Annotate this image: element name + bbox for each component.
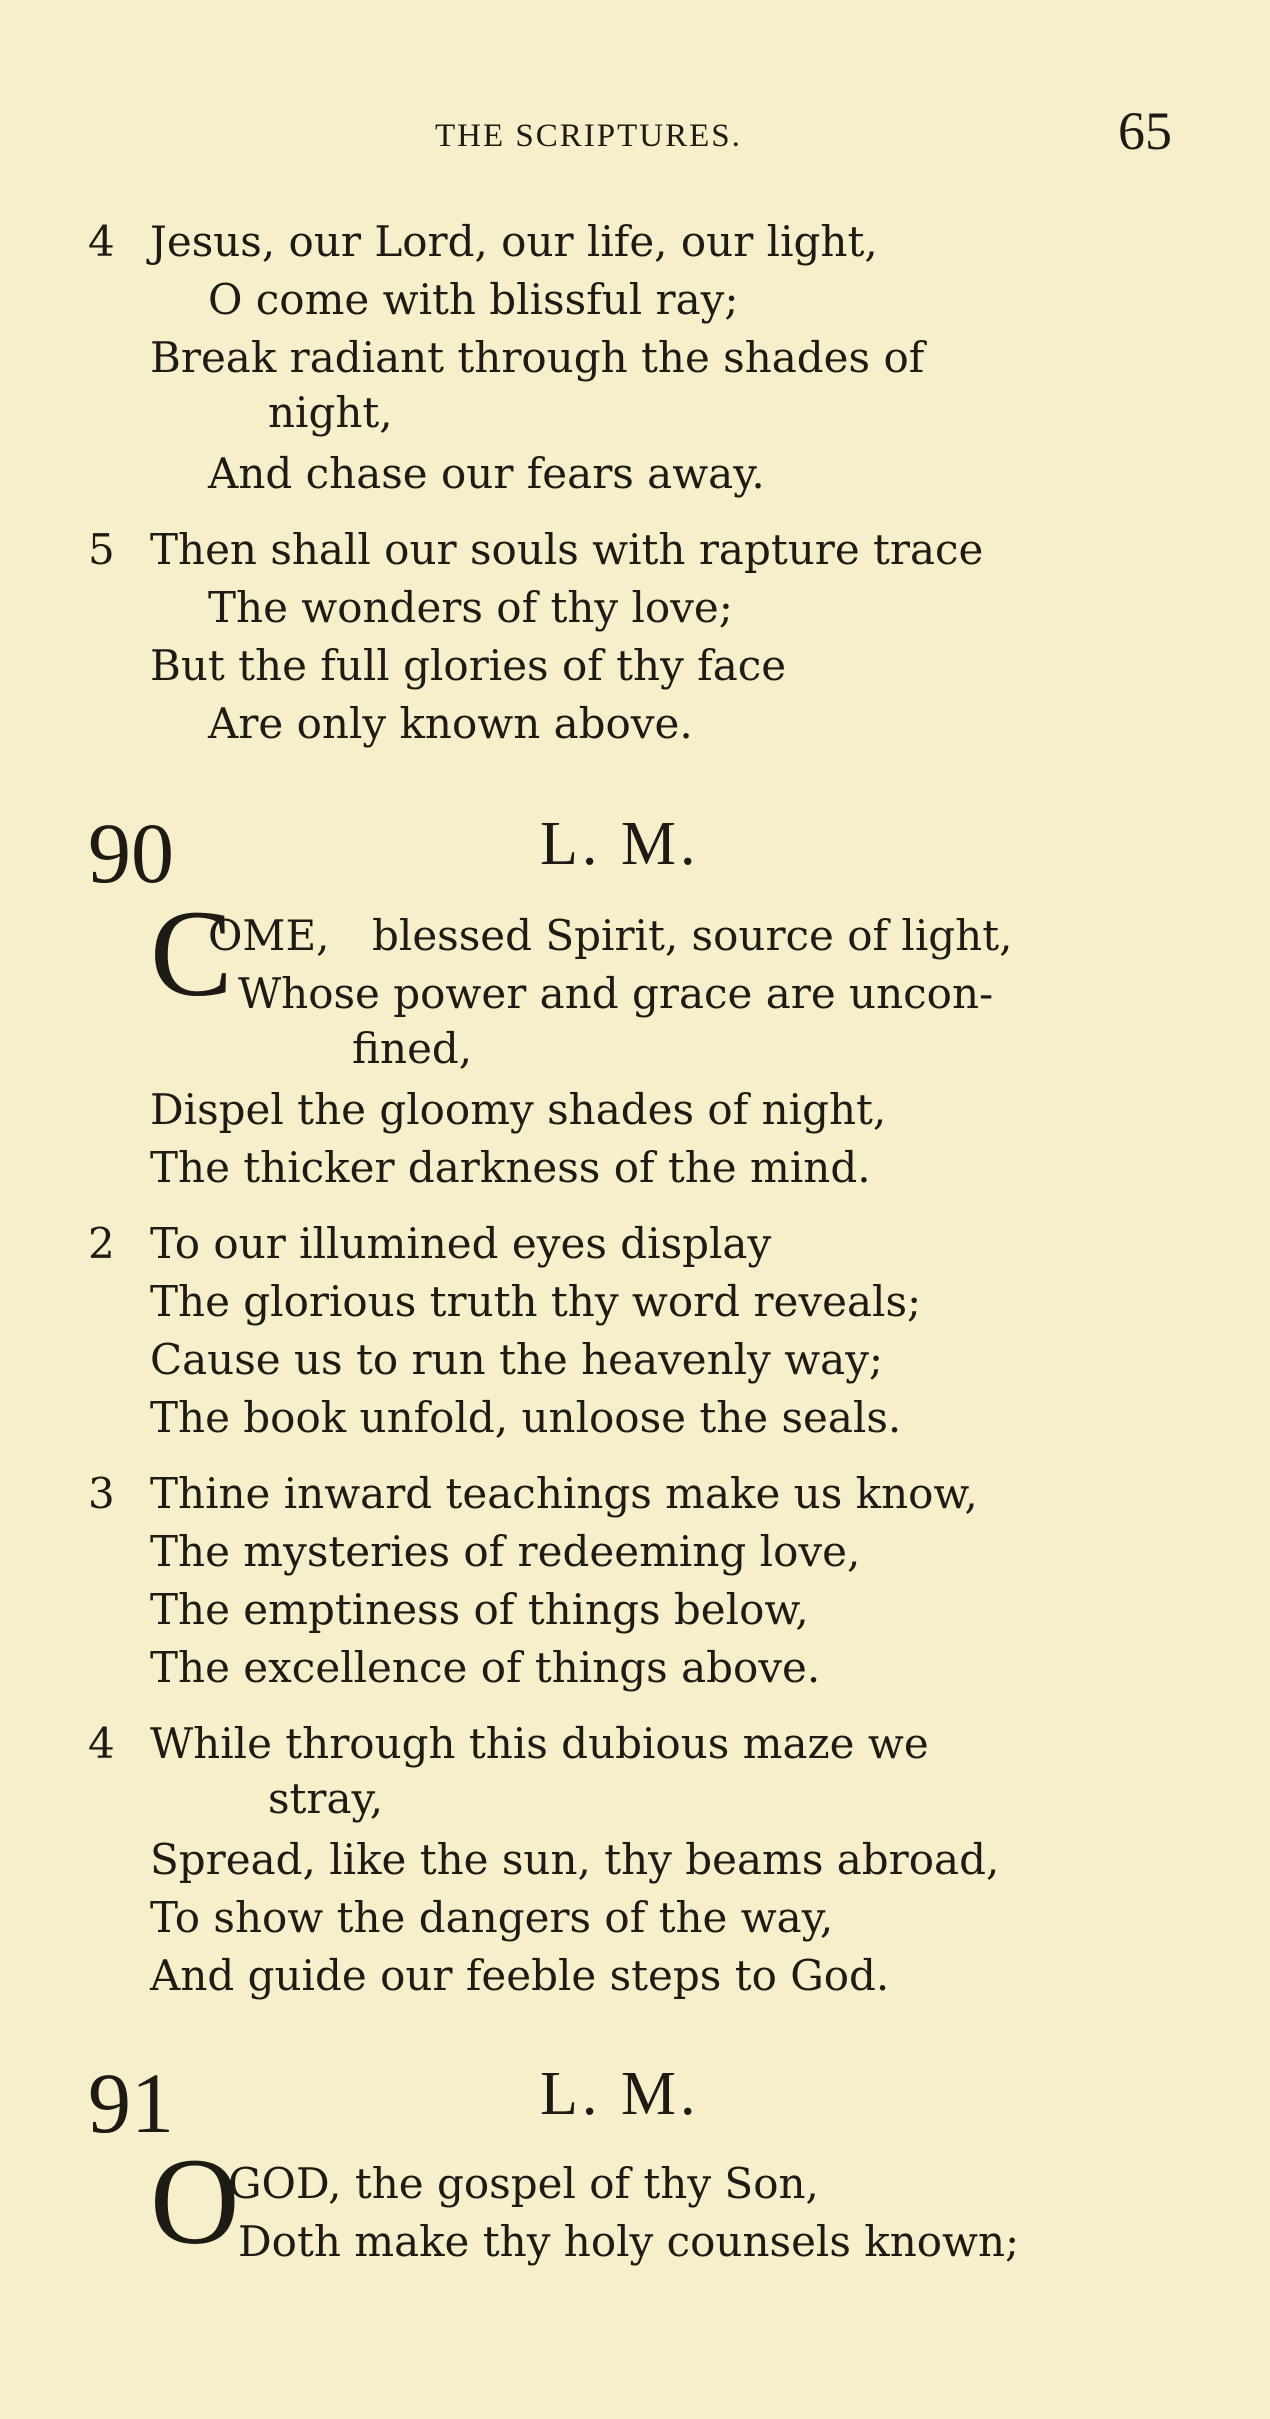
verse-line: Jesus, our Lord, our life, our light, bbox=[150, 217, 878, 266]
verse-line: Cause us to run the heavenly way; bbox=[150, 1335, 884, 1384]
drop-cap: O bbox=[150, 2133, 240, 2270]
verse-line: Doth make thy holy counsels known; bbox=[238, 2217, 1020, 2266]
page-header bbox=[0, 100, 1270, 160]
hymn-meter: L. M. bbox=[540, 810, 700, 878]
verse-line: Are only known above. bbox=[208, 699, 693, 748]
verse-line: While through this dubious maze we bbox=[150, 1719, 929, 1768]
running-title: THE SCRIPTURES. bbox=[435, 118, 742, 154]
verse-line: The glorious truth thy word reveals; bbox=[150, 1277, 922, 1326]
hymn-meter: L. M. bbox=[540, 2060, 700, 2128]
drop-cap: C bbox=[150, 885, 233, 1022]
verse-line: But the full glories of thy face bbox=[150, 641, 787, 690]
verse-line: Thine inward teachings make us know, bbox=[150, 1469, 978, 1518]
verse-line: fined, bbox=[352, 1024, 473, 1073]
verse-number: 4 bbox=[88, 217, 115, 266]
verse-number: 4 bbox=[88, 1719, 115, 1768]
first-word-caps: OME, bbox=[208, 911, 330, 960]
hymn-number: 91 bbox=[88, 2055, 174, 2151]
verse-line: blessed Spirit, source of light, bbox=[372, 911, 1013, 960]
verse-line: And guide our feeble steps to God. bbox=[150, 1951, 890, 2000]
verse-number: 2 bbox=[88, 1219, 115, 1268]
verse-line: The mysteries of redeeming love, bbox=[150, 1527, 861, 1576]
verse-line: GOD, the gospel of thy Son, bbox=[228, 2159, 819, 2208]
verse-line: To show the dangers of the way, bbox=[150, 1893, 834, 1942]
verse-line: To our illumined eyes display bbox=[150, 1219, 772, 1268]
verse-line-justified bbox=[150, 330, 1188, 386]
verse-number: 3 bbox=[88, 1469, 115, 1518]
verse-line: The excellence of things above. bbox=[150, 1643, 821, 1692]
verse-line: The emptiness of things below, bbox=[150, 1585, 809, 1634]
verse-line: O come with blissful ray; bbox=[208, 275, 739, 324]
verse-line: Then shall our souls with rapture trace bbox=[150, 525, 984, 574]
verse-line: The thicker darkness of the mind. bbox=[150, 1143, 871, 1192]
verse-line: And chase our fears away. bbox=[208, 449, 765, 498]
page-number: 65 bbox=[1118, 101, 1172, 161]
verse-line: Whose power and grace are uncon- bbox=[238, 969, 994, 1018]
verse-line: Break radiant through the shades of bbox=[150, 333, 925, 382]
verse-line: stray, bbox=[268, 1774, 384, 1823]
verse-line: The book unfold, unloose the seals. bbox=[150, 1393, 902, 1442]
verse-number: 5 bbox=[88, 525, 115, 574]
verse-line: Dispel the gloomy shades of night, bbox=[150, 1085, 887, 1134]
hymn-number: 90 bbox=[88, 805, 174, 901]
verse-line: night, bbox=[268, 388, 393, 437]
verse-line: Spread, like the sun, thy beams abroad, bbox=[150, 1835, 1000, 1884]
verse-line: The wonders of thy love; bbox=[208, 583, 733, 632]
